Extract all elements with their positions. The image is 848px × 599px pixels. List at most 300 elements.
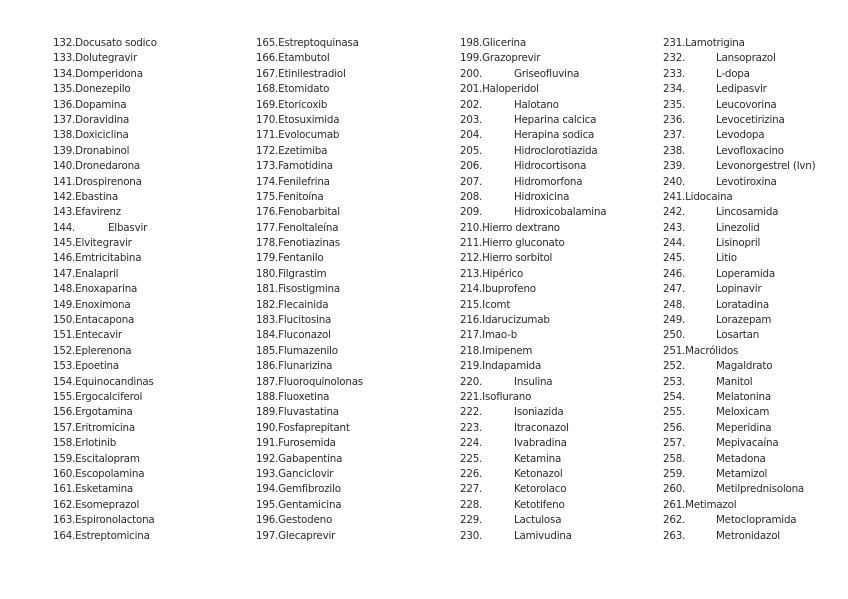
drug-name: Isoflurano — [482, 390, 532, 403]
drug-name: Hipérico — [482, 267, 524, 280]
item-number: 248. — [663, 298, 686, 311]
list-item — [256, 498, 363, 513]
drug-name: Lansoprazol — [716, 52, 776, 65]
item-number: 155. — [53, 390, 76, 403]
drug-name: Flunarizina — [278, 360, 333, 373]
item-number: 199. — [460, 52, 483, 65]
drug-name: Elvitegravir — [75, 237, 132, 250]
item-number: 190. — [256, 421, 279, 434]
item-number: 218. — [460, 344, 483, 357]
list-item — [53, 421, 157, 436]
list-item — [460, 82, 565, 97]
list-item — [663, 513, 797, 528]
list-item — [53, 205, 157, 220]
item-number: 185. — [256, 344, 279, 357]
list-item — [460, 67, 580, 82]
item-number: 142. — [53, 190, 76, 203]
drug-name: Gabapentina — [278, 452, 343, 465]
drug-name: Ketonazol — [514, 467, 563, 480]
item-number: 200. — [460, 67, 483, 80]
item-number: 137. — [53, 113, 76, 126]
item-number: 135. — [53, 83, 76, 96]
item-number: 184. — [256, 329, 279, 342]
drug-name: Flumazenilo — [278, 344, 338, 357]
list-item — [663, 144, 784, 159]
drug-name: Fluvastatina — [278, 406, 339, 419]
item-number: 141. — [53, 175, 76, 188]
drug-name: Gemfibrozilo — [278, 483, 341, 496]
drug-name: Ketorolaco — [514, 483, 567, 496]
item-number: 259. — [663, 467, 686, 480]
drug-name: Fenobarbital — [278, 206, 340, 219]
item-number: 255. — [663, 406, 686, 419]
item-number: 193. — [256, 467, 279, 480]
item-number: 219. — [460, 360, 483, 373]
drug-name: Flucitosina — [278, 314, 332, 327]
item-number: 246. — [663, 267, 686, 280]
list-item — [663, 452, 766, 467]
item-number: 233. — [663, 67, 686, 80]
item-number: 238. — [663, 144, 686, 157]
list-item — [256, 529, 363, 544]
drug-name: Loperamida — [716, 267, 776, 280]
list-item — [460, 513, 565, 528]
drug-name: Estreptomicina — [75, 529, 150, 542]
drug-name: Emtricitabina — [75, 252, 142, 265]
item-number: 213. — [460, 267, 483, 280]
item-number: 163. — [53, 514, 76, 527]
item-number: 165. — [256, 37, 279, 49]
item-number: 175. — [256, 190, 279, 203]
list-item — [460, 251, 565, 266]
item-number: 249. — [663, 314, 686, 327]
item-number: 138. — [53, 129, 76, 142]
drug-name: Estreptoquinasa — [278, 37, 359, 49]
drug-name: Doravidina — [75, 113, 130, 126]
drug-name: Itraconazol — [514, 421, 569, 434]
list-item — [53, 82, 157, 97]
item-number: 228. — [460, 498, 483, 511]
drug-name: Hierro sorbitol — [482, 252, 553, 265]
item-number: 220. — [460, 375, 483, 388]
list-item — [256, 267, 363, 282]
list-item — [256, 298, 363, 313]
list-item — [663, 205, 779, 220]
list-item — [256, 175, 363, 190]
item-number: 250. — [663, 329, 686, 342]
drug-name: Escopolamina — [75, 467, 145, 480]
drug-name: Etomidato — [278, 83, 330, 96]
list-item — [663, 375, 753, 390]
list-item — [663, 67, 750, 82]
item-number: 196. — [256, 514, 279, 527]
list-item — [460, 482, 565, 497]
item-number: 215. — [460, 298, 483, 311]
drug-name: Lidocaina — [685, 190, 733, 203]
item-number: 256. — [663, 421, 686, 434]
list-item — [53, 344, 157, 359]
list-item — [663, 175, 777, 190]
item-number: 224. — [460, 437, 483, 450]
drug-name: Fisostigmina — [278, 283, 340, 296]
list-item — [53, 98, 157, 113]
list-item — [663, 405, 770, 420]
list-item — [53, 128, 157, 143]
list-item — [256, 328, 363, 343]
list-item — [460, 313, 565, 328]
item-number: 189. — [256, 406, 279, 419]
drug-name: Etoricoxib — [278, 98, 328, 111]
list-item — [53, 405, 157, 420]
drug-name: Glecaprevir — [278, 529, 336, 542]
drug-name: Lamivudina — [514, 529, 572, 542]
list-item — [256, 113, 363, 128]
item-number: 242. — [663, 206, 686, 219]
item-number: 209. — [460, 206, 483, 219]
list-item — [256, 436, 363, 451]
list-item — [53, 36, 157, 51]
drug-name: Etosuximida — [278, 113, 340, 126]
item-number: 207. — [460, 175, 483, 188]
drug-name: Halotano — [514, 98, 559, 111]
drug-name: Levodopa — [716, 129, 765, 142]
drug-name: Levofloxacino — [716, 144, 784, 157]
drug-name: Metilprednisolona — [716, 483, 805, 496]
list-item — [663, 267, 776, 282]
item-number: 194. — [256, 483, 279, 496]
item-number: 253. — [663, 375, 686, 388]
item-number: 230. — [460, 529, 483, 542]
item-number: 203. — [460, 113, 483, 126]
list-item — [53, 375, 157, 390]
drug-name: Lorazepam — [716, 314, 772, 327]
item-number: 144. — [53, 221, 76, 234]
list-item — [53, 190, 157, 205]
item-number: 156. — [53, 406, 76, 419]
drug-name: Fluconazol — [278, 329, 331, 342]
item-number: 159. — [53, 452, 76, 465]
item-number: 177. — [256, 221, 279, 234]
drug-name: Fenilefrina — [278, 175, 330, 188]
item-number: 235. — [663, 98, 686, 111]
drug-name: Filgrastim — [278, 267, 327, 280]
drug-name: Imipenem — [482, 344, 533, 357]
item-number: 217. — [460, 329, 483, 342]
drug-name: Hidrocortisona — [514, 160, 587, 173]
item-number: 222. — [460, 406, 483, 419]
drug-name: Donezepilo — [75, 83, 131, 96]
drug-name: L-dopa — [716, 67, 750, 80]
list-item — [460, 498, 565, 513]
list-item — [53, 251, 157, 266]
drug-name: Magaldrato — [716, 360, 773, 373]
list-item — [460, 267, 565, 282]
item-number: 192. — [256, 452, 279, 465]
item-number: 180. — [256, 267, 279, 280]
item-number: 195. — [256, 498, 279, 511]
drug-name: Fosfaprepitant — [278, 421, 350, 434]
drug-name: Esomeprazol — [75, 498, 140, 511]
list-item — [460, 529, 572, 544]
item-number: 187. — [256, 375, 279, 388]
drug-name: Ledipasvir — [716, 83, 767, 96]
item-number: 236. — [663, 113, 686, 126]
list-item — [256, 421, 363, 436]
list-item — [256, 513, 363, 528]
drug-name: Haloperidol — [482, 83, 539, 96]
drug-name: Gentamicina — [278, 498, 342, 511]
drug-name: Idarucizumab — [482, 314, 550, 327]
item-number: 161. — [53, 483, 76, 496]
list-item — [256, 98, 363, 113]
list-item — [460, 98, 565, 113]
list-item — [53, 529, 157, 544]
drug-name: Loratadina — [716, 298, 769, 311]
drug-name: Domperidona — [75, 67, 143, 80]
list-item — [53, 482, 157, 497]
drug-name: Litio — [716, 252, 737, 265]
list-item — [256, 452, 363, 467]
list-item — [460, 298, 565, 313]
drug-name: Eritromicina — [75, 421, 135, 434]
list-item — [663, 467, 768, 482]
list-item — [256, 159, 363, 174]
item-number: 133. — [53, 52, 76, 65]
drug-name: Enalapril — [75, 267, 119, 280]
item-number: 154. — [53, 375, 76, 388]
item-number: 210. — [460, 221, 483, 234]
item-number: 257. — [663, 437, 686, 450]
drug-name: Dronedarona — [75, 160, 141, 173]
list-item — [256, 359, 363, 374]
drug-name: Ivabradina — [514, 437, 567, 450]
list-item — [460, 159, 587, 174]
drug-name: Ketamina — [514, 452, 562, 465]
list-item — [460, 175, 583, 190]
drug-name: Grazoprevir — [482, 52, 541, 65]
list-item — [663, 482, 805, 497]
drug-name: Levonorgestrel (lvn) — [716, 160, 816, 173]
list-item — [53, 113, 157, 128]
item-number: 160. — [53, 467, 76, 480]
item-number: 245. — [663, 252, 686, 265]
item-number: 241. — [663, 190, 686, 203]
item-number: 239. — [663, 160, 686, 173]
item-number: 136. — [53, 98, 76, 111]
item-number: 173. — [256, 160, 279, 173]
list-item — [256, 482, 363, 497]
list-item — [53, 467, 157, 482]
drug-name: Equinocandinas — [75, 375, 154, 388]
list-item — [256, 190, 363, 205]
item-number: 231. — [663, 37, 686, 49]
item-number: 149. — [53, 298, 76, 311]
item-number: 262. — [663, 514, 686, 527]
list-item — [663, 421, 772, 436]
list-item — [460, 421, 569, 436]
list-item — [256, 128, 363, 143]
item-number: 167. — [256, 67, 279, 80]
item-number: 139. — [53, 144, 76, 157]
drug-name: Ergocalciferol — [75, 390, 143, 403]
drug-name: Lisinopril — [716, 237, 761, 250]
drug-name: Etambutol — [278, 52, 330, 65]
item-number: 143. — [53, 206, 76, 219]
item-number: 227. — [460, 483, 483, 496]
drug-name: Efavirenz — [75, 206, 122, 219]
list-item — [663, 313, 772, 328]
list-item — [460, 452, 565, 467]
drug-name: Leucovorina — [716, 98, 777, 111]
drug-name: Gestodeno — [278, 514, 333, 527]
drug-name: Lactulosa — [514, 514, 562, 527]
item-number: 205. — [460, 144, 483, 157]
drug-name: Eplerenona — [75, 344, 132, 357]
drug-name: Enoximona — [75, 298, 131, 311]
drug-name: Ergotamina — [75, 406, 133, 419]
list-item — [460, 51, 565, 66]
item-number: 174. — [256, 175, 279, 188]
item-number: 208. — [460, 190, 483, 203]
drug-name: Fluoxetina — [278, 390, 330, 403]
drug-name: Macrólidos — [685, 344, 739, 357]
drug-name: Evolocumab — [278, 129, 340, 142]
drug-name: Meperidina — [716, 421, 772, 434]
item-number: 140. — [53, 160, 76, 173]
drug-name: Metadona — [716, 452, 766, 465]
drug-name: Lamotrigina — [685, 37, 745, 49]
item-number: 166. — [256, 52, 279, 65]
item-number: 148. — [53, 283, 76, 296]
list-item — [460, 344, 565, 359]
list-item — [663, 36, 745, 51]
list-item — [53, 144, 157, 159]
list-item — [460, 328, 565, 343]
drug-name: Etinilestradiol — [278, 67, 346, 80]
item-number: 153. — [53, 360, 76, 373]
drug-name: Ganciclovir — [278, 467, 334, 480]
list-item — [53, 159, 157, 174]
item-number: 216. — [460, 314, 483, 327]
item-number: 132. — [53, 37, 76, 49]
drug-name: Hidroclorotiazida — [514, 144, 598, 157]
list-item — [256, 282, 363, 297]
list-item — [53, 452, 157, 467]
list-item — [256, 205, 363, 220]
drug-name: Elbasvir — [108, 221, 148, 234]
item-number: 247. — [663, 283, 686, 296]
drug-name: Ibuprofeno — [482, 283, 536, 296]
list-item — [53, 298, 157, 313]
list-item — [663, 436, 779, 451]
list-item — [256, 313, 363, 328]
drug-name: Espironolactona — [75, 514, 155, 527]
list-item — [256, 221, 363, 236]
list-item — [256, 51, 363, 66]
drug-name: Manitol — [716, 375, 753, 388]
item-number: 237. — [663, 129, 686, 142]
item-number: 263. — [663, 529, 686, 542]
item-number: 202. — [460, 98, 483, 111]
item-number: 223. — [460, 421, 483, 434]
list-item — [53, 67, 157, 82]
drug-name: Isoniazida — [514, 406, 564, 419]
drug-name: Epoetina — [75, 360, 119, 373]
drug-name: Entacapona — [75, 314, 135, 327]
list-item — [53, 221, 157, 236]
drug-name: Fluoroquinolonas — [278, 375, 363, 388]
item-number: 261. — [663, 498, 686, 511]
list-item — [460, 236, 565, 251]
drug-list-column-3 — [460, 36, 607, 544]
drug-name: Doxiciclina — [75, 129, 129, 142]
item-number: 229. — [460, 514, 483, 527]
list-item — [663, 128, 765, 143]
drug-name: Insulina — [514, 375, 553, 388]
item-number: 188. — [256, 390, 279, 403]
item-number: 206. — [460, 160, 483, 173]
drug-name: Erlotinib — [75, 437, 117, 450]
drug-name: Levocetirizina — [716, 113, 785, 126]
list-item — [460, 359, 565, 374]
list-item — [460, 190, 570, 205]
list-item — [663, 390, 771, 405]
item-number: 145. — [53, 237, 76, 250]
list-item — [460, 36, 565, 51]
item-number: 176. — [256, 206, 279, 219]
list-item — [460, 390, 565, 405]
drug-list-column-4 — [663, 36, 816, 544]
list-item — [663, 221, 760, 236]
list-item — [663, 190, 745, 205]
drug-name: Dolutegravir — [75, 52, 137, 65]
drug-name: Furosemida — [278, 437, 336, 450]
item-number: 191. — [256, 437, 279, 450]
drug-name: Metronidazol — [716, 529, 780, 542]
item-number: 169. — [256, 98, 279, 111]
list-item — [663, 51, 776, 66]
item-number: 168. — [256, 83, 279, 96]
drug-name: Griseofluvina — [514, 67, 580, 80]
drug-name: Esketamina — [75, 483, 134, 496]
item-number: 150. — [53, 314, 76, 327]
list-item — [53, 498, 157, 513]
list-item — [53, 390, 157, 405]
drug-name: Fenotiazinas — [278, 237, 340, 250]
list-item — [663, 113, 785, 128]
list-item — [53, 51, 157, 66]
item-number: 201. — [460, 83, 483, 96]
item-number: 147. — [53, 267, 76, 280]
list-item — [256, 36, 363, 51]
list-item — [663, 251, 745, 266]
list-item — [53, 236, 157, 251]
item-number: 152. — [53, 344, 76, 357]
drug-name: Levotiroxina — [716, 175, 777, 188]
drug-name: Fenitoína — [278, 190, 324, 203]
drug-name: Flecainida — [278, 298, 329, 311]
item-number: 221. — [460, 390, 483, 403]
list-item — [663, 328, 760, 343]
item-number: 182. — [256, 298, 279, 311]
item-number: 260. — [663, 483, 686, 496]
drug-name: Imao-b — [482, 329, 518, 342]
item-number: 162. — [53, 498, 76, 511]
drug-name: Hierro gluconato — [482, 237, 565, 250]
drug-name: Ezetimiba — [278, 144, 328, 157]
list-item — [256, 67, 363, 82]
item-number: 244. — [663, 237, 686, 250]
